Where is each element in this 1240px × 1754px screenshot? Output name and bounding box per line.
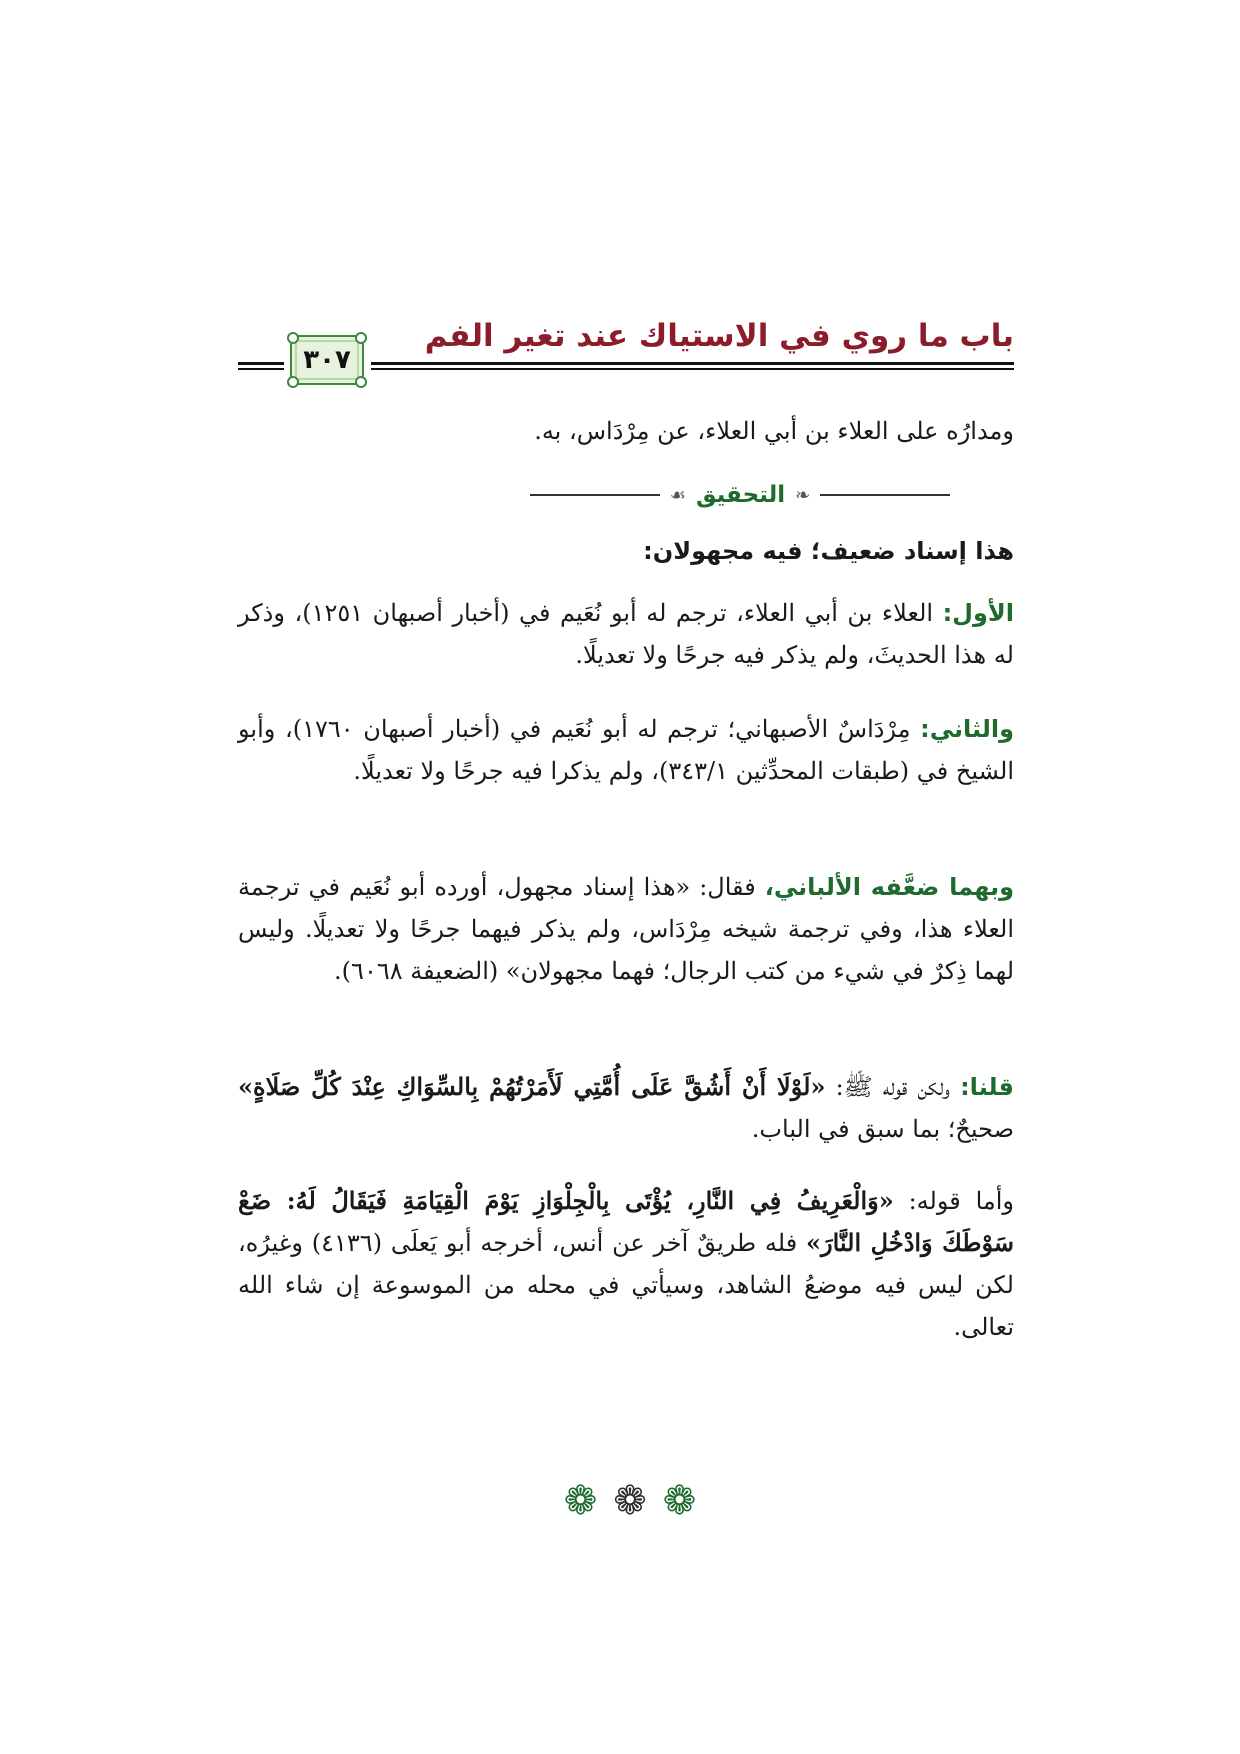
section-title: التحقيق <box>695 482 786 508</box>
paragraph-ours <box>238 1066 1014 1150</box>
flower-ornament-icon: ❁ <box>563 1478 598 1524</box>
badge-corner-icon <box>287 376 299 388</box>
first-label: الأول: <box>942 599 1015 627</box>
divider-line <box>820 494 950 496</box>
flower-ornament-icon: ❁ <box>662 1478 697 1524</box>
last-text-after: فله طريقٌ آخر عن أنس، أخرجه أبو يَعلَى (٤١٣٦) وغيرُه، لكن ليس فيه موضعُ الشاهد، وسيأتي في محله من الموسوعة إن شاء الله تعالى. <box>238 1229 1014 1341</box>
paragraph-second-narrator <box>238 708 1014 792</box>
badge-corner-icon <box>287 332 299 344</box>
header-rule-short <box>238 362 284 371</box>
ours-label: قلنا: <box>960 1073 1014 1101</box>
albani-label: وبهما ضعَّفه الألباني، <box>764 873 1014 901</box>
albani-text: فقال: «هذا إسناد مجهول، أورده أبو نُعَيم في ترجمة العلاء هذا، وفي ترجمة شيخه مِرْدَاس، ولم يذكر فيهما جرحًا ولا تعديلًا. وليس لهما ذِكرٌ في شيء من كتب الرجال؛ فهما مجهولان» (الضعيفة ٦٠٦٨). <box>238 873 1014 985</box>
last-text-before: وأما قوله: <box>893 1187 1014 1215</box>
badge-corner-icon <box>355 376 367 388</box>
second-label: والثاني: <box>920 715 1015 743</box>
divider-ornament-icon: ❧ <box>795 484 811 506</box>
flower-ornament-icon: ❁ <box>613 1478 647 1524</box>
ours-hadith: «لَوْلَا أَنْ أَشُقَّ عَلَى أُمَّتِي لَأَمَرْتُهُمْ بِالسِّوَاكِ عِنْدَ كُلِّ صَلَاةٍ» <box>238 1072 826 1101</box>
first-text: العلاء بن أبي العلاء، ترجم له أبو نُعَيم في (أخبار أصبهان ١٢٥١)، وذكر له هذا الحديثَ، ولم يذكر فيه جرحًا ولا تعديلًا. <box>238 599 1014 669</box>
page-number: ٣٠٧ <box>303 345 351 375</box>
paragraph-albani <box>238 866 1014 992</box>
chapter-title: باب ما روي في الاستياك عند تغير الفم <box>424 318 1014 354</box>
page-number-badge <box>290 335 364 385</box>
last-hadith: «وَالْعَرِيفُ فِي النَّارِ، يُؤْتَى بِالْجِلْوَازِ يَوْمَ الْقِيَامَةِ فَيَقَالُ لَهُ: ضَعْ سَوْطَكَ وَادْخُلِ النَّارَ» <box>238 1186 1015 1257</box>
second-text: مِرْدَاسٌ الأصبهاني؛ ترجم له أبو نُعَيم في (أخبار أصبهان ١٧٦٠)، وأبو الشيخ في (طبقات المحدِّثين ٣٤٣/١)، ولم يذكرا فيه جرحًا ولا تعديلًا. <box>238 715 1014 785</box>
divider-ornament-icon: ☙ <box>669 484 686 506</box>
divider-line <box>530 494 660 496</box>
intro-line: ومدارُه على العلاء بن أبي العلاء، عن مِرْدَاس، به. <box>534 417 1014 445</box>
end-ornament <box>550 1478 710 1524</box>
ours-text-before: ولكن قوله ﷺ: <box>825 1073 961 1101</box>
paragraph-first-narrator <box>238 592 1014 676</box>
section-divider <box>530 480 950 510</box>
badge-corner-icon <box>355 332 367 344</box>
header-rule <box>371 362 1014 371</box>
paragraph-last <box>238 1180 1014 1348</box>
ours-text-after: صحيحٌ؛ بما سبق في الباب. <box>751 1115 1014 1143</box>
verdict-line: هذا إسناد ضعيف؛ فيه مجهولان: <box>643 537 1014 565</box>
